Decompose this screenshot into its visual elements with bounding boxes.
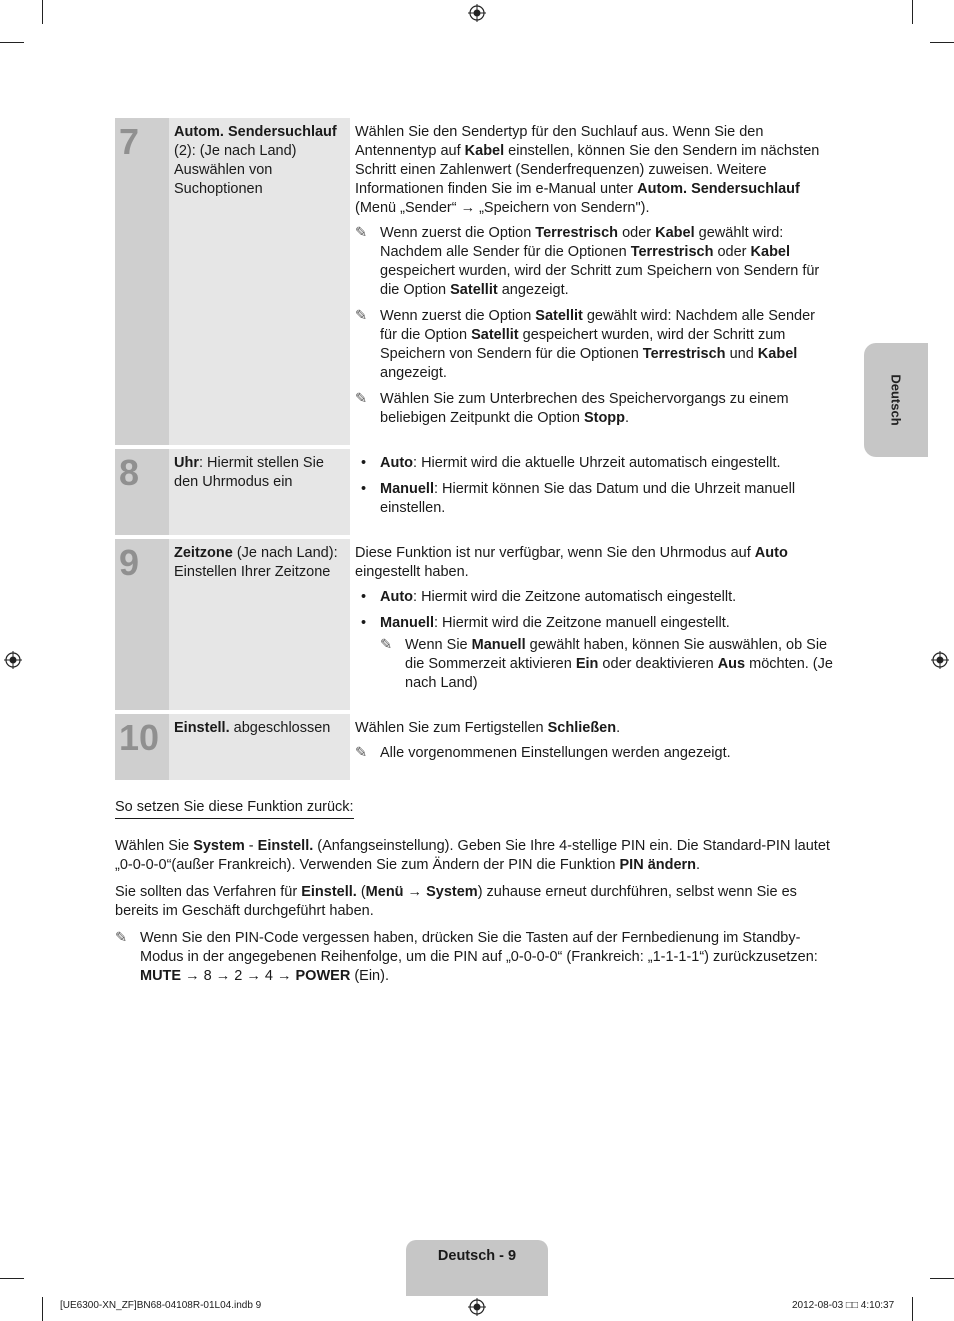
step-row-9	[115, 539, 835, 714]
step-description	[350, 118, 835, 445]
crop-mark	[930, 42, 954, 43]
pencil-note-icon: ✎	[355, 391, 368, 407]
print-timestamp: 2012-08-03 □□ 4:10:37	[792, 1300, 895, 1311]
step-note: ✎ Wenn zuerst die Option Satellit gewählt wird: Nachdem alle Sender für die Option Satellit gespeichert wurden, wird der Schritt zum Speichern von Sendern für die Optionen Terrestrisch und Kabel angezeigt.	[355, 308, 815, 381]
pencil-note-icon: ✎	[380, 637, 393, 653]
step-number: 10	[115, 714, 169, 780]
step-label-bold: Uhr	[174, 455, 199, 471]
step-number: 7	[115, 118, 169, 445]
step-bullet: • Manuell: Hiermit können Sie das Datum und die Uhrzeit manuell einstellen.	[361, 481, 796, 516]
step-note: ✎ Wenn zuerst die Option Terrestrisch oder Kabel gewählt wird: Nachdem alle Sender für die Optionen Terrestrisch oder Kabel gespeichert wurden, wird der Schritt zum Speichern von Sendern für die Option Satellit angezeigt.	[355, 225, 820, 298]
crop-mark	[930, 1278, 954, 1279]
registration-mark-icon	[931, 651, 949, 669]
step-label-rest: : Hiermit stellen Sie den Uhrmodus ein	[174, 455, 324, 490]
step-label	[169, 449, 350, 535]
step-number: 9	[115, 539, 169, 710]
step-description	[350, 539, 835, 710]
registration-mark-icon	[468, 4, 486, 22]
reset-section	[115, 798, 835, 993]
step-label-bold: Autom. Sendersuchlauf	[174, 124, 337, 140]
pencil-note-icon: ✎	[115, 930, 128, 946]
step-number: 8	[115, 449, 169, 535]
pencil-note-icon: ✎	[355, 308, 368, 324]
step-bullet: • Auto: Hiermit wird die Zeitzone automatisch eingestellt.	[361, 589, 737, 605]
print-file-info: [UE6300-XN_ZF]BN68-04108R-01L04.indb 9	[60, 1300, 262, 1311]
bullet-dot-icon: •	[361, 589, 367, 605]
step-row-8	[115, 449, 835, 539]
reset-paragraph: Sie sollten das Verfahren für Einstell. (Menü → System) zuhause erneut durchführen, selbst wenn Sie es bereits im Geschäft durchgeführt haben.	[115, 884, 797, 919]
page-number-label: Deutsch - 9	[437, 1248, 517, 1264]
language-side-tab	[864, 343, 928, 457]
step-row-7	[115, 118, 835, 449]
crop-mark	[912, 1297, 913, 1321]
language-side-tab-label: Deutsch	[888, 374, 904, 426]
registration-mark-icon	[4, 651, 22, 669]
page-number-tab	[406, 1240, 548, 1296]
pencil-note-icon: ✎	[355, 225, 368, 241]
crop-mark	[912, 0, 913, 24]
step-label-rest: (2): (Je nach Land) Auswählen von Suchoptionen	[174, 143, 297, 197]
step-label-rest: abgeschlossen	[229, 720, 331, 736]
registration-mark-icon	[468, 1298, 486, 1316]
step-label	[169, 118, 350, 445]
bullet-dot-icon: •	[361, 481, 367, 497]
step-description	[350, 449, 835, 535]
crop-mark	[0, 1278, 24, 1279]
step-bullet: • Auto: Hiermit wird die aktuelle Uhrzeit automatisch eingestellt.	[361, 455, 781, 471]
step-intro: Wählen Sie zum Fertigstellen Schließen.	[355, 720, 621, 736]
step-label-rest: (Je nach Land): Einstellen Ihrer Zeitzone	[174, 545, 338, 580]
step-row-10	[115, 714, 835, 784]
crop-mark	[42, 0, 43, 24]
crop-mark	[0, 42, 24, 43]
setup-steps-table	[115, 118, 835, 784]
step-sub-note: ✎ Wenn Sie Manuell gewählt haben, können Sie auswählen, ob Sie die Sommerzeit aktivieren Ein oder deaktivieren Aus möchten. (Je nach Land)	[380, 637, 833, 691]
step-label	[169, 714, 350, 780]
crop-mark	[42, 1297, 43, 1321]
step-label-bold: Zeitzone	[174, 545, 233, 561]
bullet-dot-icon: •	[361, 615, 367, 631]
step-description	[350, 714, 835, 780]
step-bullet: • Manuell: Hiermit wird die Zeitzone manuell eingestellt.	[361, 615, 730, 631]
step-label-bold: Einstell.	[174, 720, 230, 736]
reset-paragraph: Wählen Sie System - Einstell. (Anfangseinstellung). Geben Sie Ihre 4-stellige PIN ein. Die Standard-PIN lautet „0-0-0-0“(außer Frankreich). Verwenden Sie zum Ändern der PIN die Funktion PIN ändern.	[115, 838, 830, 873]
step-note: ✎ Wählen Sie zum Unterbrechen des Speichervorgangs zu einem beliebigen Zeitpunkt die Option Stopp.	[355, 391, 789, 426]
step-intro: Diese Funktion ist nur verfügbar, wenn Sie den Uhrmodus auf Auto eingestellt haben.	[355, 545, 788, 580]
step-intro: Wählen Sie den Sendertyp für den Suchlauf aus. Wenn Sie den Antennentyp auf Kabel einstellen, können Sie den Sendern im nächsten Schritt einen Zahlenwert (Senderfrequenzen) zuweisen. Weitere Informationen finden Sie im e-Manual unter Autom. Sendersuchlauf (Menü „Sender“ → „Speichern von Sendern").	[355, 124, 820, 216]
reset-heading: So setzen Sie diese Funktion zurück:	[115, 798, 354, 819]
pencil-note-icon: ✎	[355, 745, 368, 761]
step-label	[169, 539, 350, 710]
reset-note: ✎ Wenn Sie den PIN-Code vergessen haben, drücken Sie die Tasten auf der Fernbedienung im Standby-Modus in der angegebenen Reihenfolge, um die PIN auf „0-0-0-0“ (Frankreich: „1-1-1-1“) zurückzusetzen: MUTE → 8 → 2 → 4 → POWER (Ein).	[115, 930, 818, 984]
step-note: ✎ Alle vorgenommenen Einstellungen werden angezeigt.	[355, 745, 731, 761]
bullet-dot-icon: •	[361, 455, 367, 471]
